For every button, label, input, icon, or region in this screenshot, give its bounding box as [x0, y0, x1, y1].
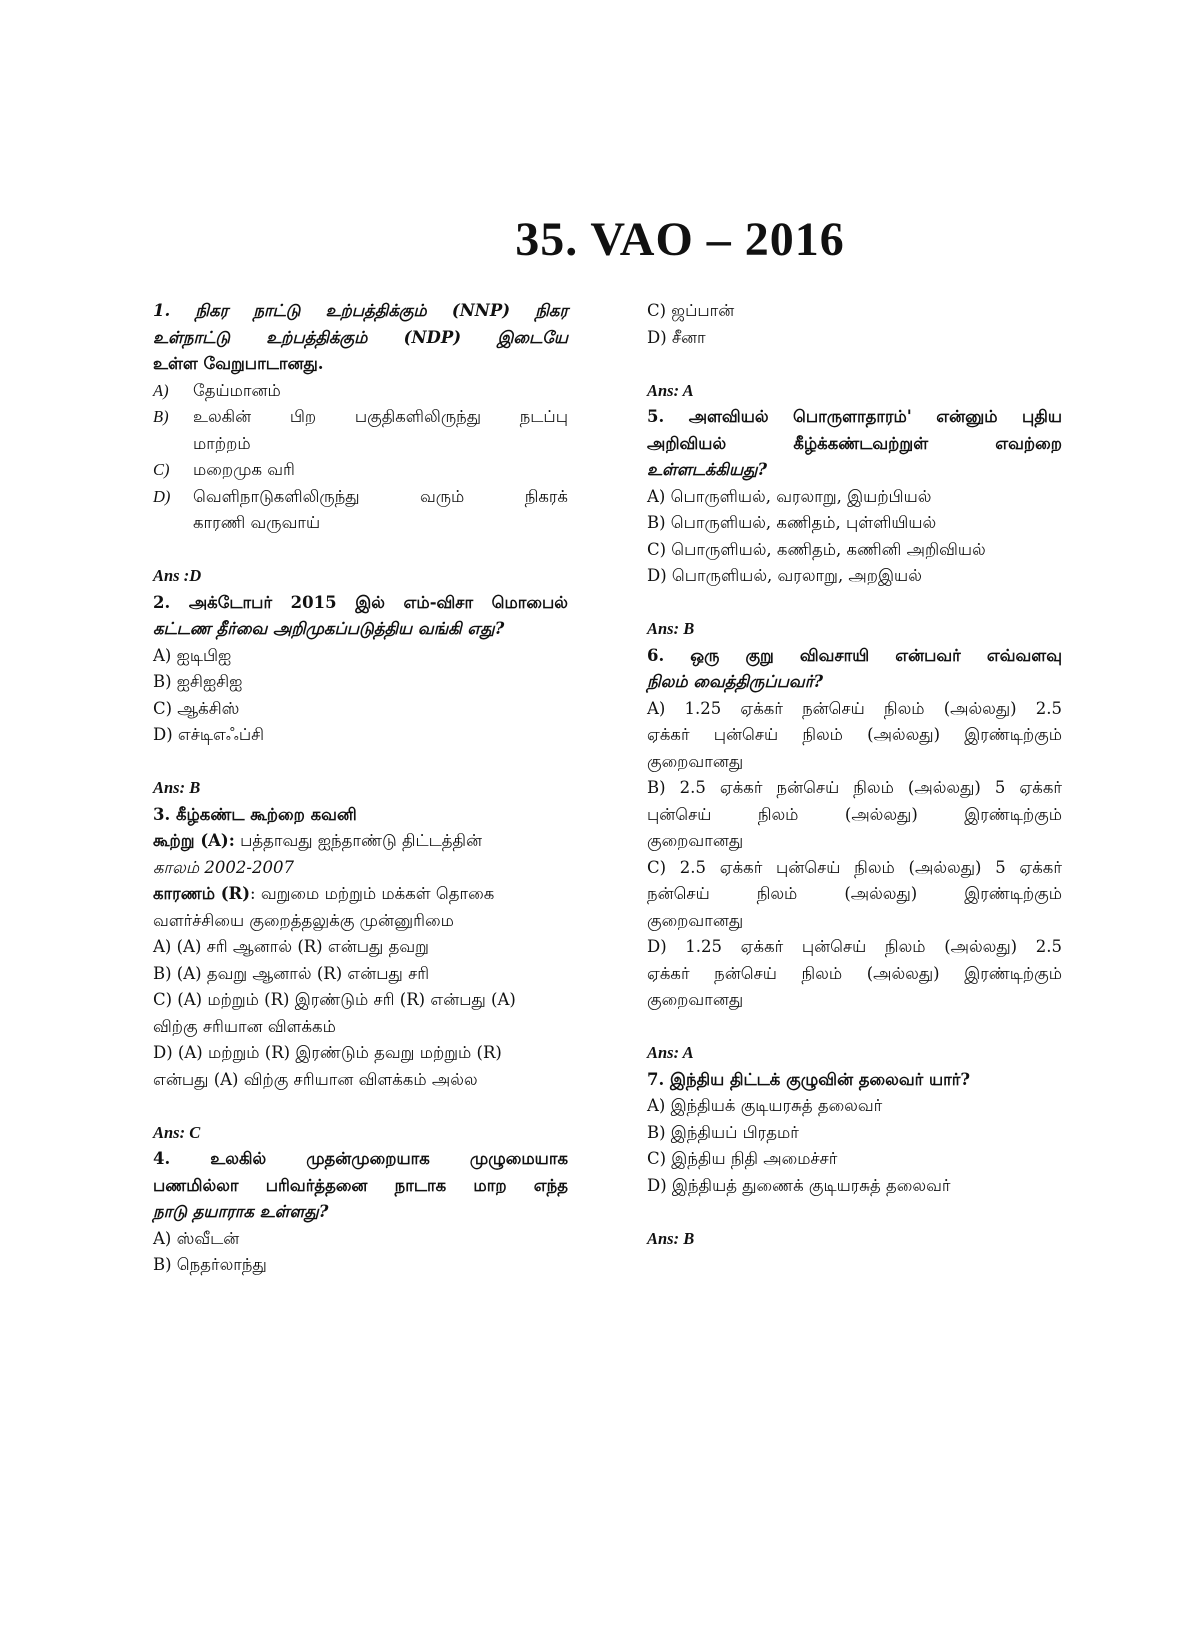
option-a: A) (A) சரி ஆனால் (R) என்பது தவறு — [153, 937, 429, 956]
answer: Ans: A — [647, 1043, 694, 1062]
option-a-cont: குறைவானது — [647, 751, 744, 771]
question-text: உள்நாட்டு உற்பத்திக்கும் (NDP) இடையே — [153, 327, 568, 347]
reason: காரணம் (R): வறுமை மற்றும் மக்கள் தொகை — [153, 884, 495, 903]
reason-cont: வளர்ச்சியை குறைத்தலுக்கு முன்னுரிமை — [153, 910, 454, 930]
option-d: D) வெளிநாடுகளிலிருந்து வரும் நிகரக் — [153, 486, 568, 506]
option-c-cont: குறைவானது — [647, 910, 744, 930]
question-text: பணமில்லா பரிவர்த்தனை நாடாக மாற எந்த — [153, 1175, 568, 1195]
option-d-cont: என்பது (A) விற்கு சரியான விளக்கம் அல்ல — [153, 1069, 478, 1089]
option-b: B) பொருளியல், கணிதம், புள்ளியியல் — [647, 513, 937, 532]
question-1 — [153, 298, 568, 590]
question-4 — [153, 1146, 568, 1279]
option-c: C) மறைமுக வரி — [153, 460, 295, 479]
option-b-cont: மாற்றம் — [193, 433, 251, 453]
option-b: B) நெதர்லாந்து — [153, 1255, 267, 1274]
option-b-cont: குறைவானது — [647, 831, 744, 850]
option-d: D) எச்டிஎஃப்சி — [153, 725, 265, 744]
question-5 — [647, 404, 1062, 643]
question-text: உள்ளடக்கியது? — [647, 460, 768, 479]
question-4-cont — [647, 298, 1062, 404]
question-text: நாடு தயாராக உள்ளது? — [153, 1202, 329, 1221]
option-c-cont: விற்கு சரியான விளக்கம் — [153, 1016, 336, 1036]
option-a: A) தேய்மானம் — [153, 380, 281, 400]
option-d: D) 1.25 ஏக்கர் புன்செய் நிலம் (அல்லது) 2.5 — [647, 937, 1062, 956]
answer: Ans: B — [153, 778, 201, 797]
option-c: C) ஜப்பான் — [647, 301, 735, 320]
option-a: A) இந்தியக் குடியரசுத் தலைவர் — [647, 1096, 883, 1115]
option-d: D) பொருளியல், வரலாறு, அறஇயல் — [647, 566, 922, 585]
question-6 — [647, 643, 1062, 1067]
question-text: 2. அக்டோபர் 2015 இல் எம்-விசா மொபைல் — [153, 592, 568, 612]
option-d: D) சீனா — [647, 327, 706, 347]
option-c: C) 2.5 ஏக்கர் புன்செய் நிலம் (அல்லது) 5 ஏக்கர் — [647, 857, 1062, 877]
option-b: B) ஐசிஐசிஐ — [153, 672, 243, 691]
option-a: A) ஐடிபிஐ — [153, 645, 232, 665]
option-d: D) இந்தியத் துணைக் குடியரசுத் தலைவர் — [647, 1175, 951, 1195]
option-b-cont: புன்செய் நிலம் (அல்லது) இரண்டிற்கும் — [647, 804, 1062, 824]
option-b: B) 2.5 ஏக்கர் நன்செய் நிலம் (அல்லது) 5 ஏக்கர் — [647, 778, 1062, 797]
question-text: அறிவியல் கீழ்க்கண்டவற்றுள் எவற்றை — [647, 433, 1062, 453]
question-text: 6. ஒரு குறு விவசாயி என்பவர் எவ்வளவு — [647, 645, 1062, 665]
question-text: 5. அளவியல் பொருளாதாரம்' என்னும் புதிய — [647, 407, 1062, 426]
right-column — [647, 298, 1062, 1252]
statement: கூற்று (A): பத்தாவது ஐந்தாண்டு திட்டத்தின் — [153, 831, 483, 850]
answer: Ans: B — [647, 619, 695, 638]
option-c: C) (A) மற்றும் (R) இரண்டும் சரி (R) என்பது (A) — [153, 990, 516, 1009]
question-text: 3. கீழ்கண்ட கூற்றை கவனி — [153, 804, 357, 824]
option-c-cont: நன்செய் நிலம் (அல்லது) இரண்டிற்கும் — [647, 884, 1062, 903]
answer: Ans :D — [153, 566, 202, 585]
option-a: A) 1.25 ஏக்கர் நன்செய் நிலம் (அல்லது) 2.5 — [647, 698, 1062, 718]
option-c: C) இந்திய நிதி அமைச்சர் — [647, 1149, 838, 1168]
question-text: 1. நிகர நாட்டு உற்பத்திக்கும் (NNP) நிகர — [153, 301, 568, 320]
question-text: உள்ள வேறுபாடானது. — [153, 354, 324, 373]
answer: Ans: B — [647, 1228, 695, 1248]
option-b: B) இந்தியப் பிரதமர் — [647, 1122, 799, 1142]
option-d-cont: காரணி வருவாய் — [193, 513, 321, 532]
option-d-cont: குறைவானது — [647, 990, 744, 1009]
answer: Ans: A — [647, 380, 694, 400]
left-column — [153, 298, 568, 1279]
option-c: C) ஆக்சிஸ் — [153, 698, 240, 718]
option-c: C) பொருளியல், கணிதம், கணினி அறிவியல் — [647, 539, 986, 559]
option-b: B) (A) தவறு ஆனால் (R) என்பது சரி — [153, 963, 430, 983]
option-b: B) உலகின் பிற பகுதிகளிலிருந்து நடப்பு — [153, 407, 568, 426]
statement-cont: காலம் 2002-2007 — [153, 857, 294, 877]
option-a: A) பொருளியல், வரலாறு, இயற்பியல் — [647, 486, 932, 506]
question-text: 7. இந்திய திட்டக் குழுவின் தலைவர் யார்? — [647, 1069, 971, 1089]
option-a: A) ஸ்வீடன் — [153, 1228, 240, 1248]
question-3 — [153, 802, 568, 1147]
page-title: 35. VAO – 2016 — [515, 213, 845, 266]
option-d: D) (A) மற்றும் (R) இரண்டும் தவறு மற்றும் (R) — [153, 1043, 502, 1062]
question-text: 4. உலகில் முதன்முறையாக முழுமையாக — [153, 1149, 568, 1168]
question-text: நிலம் வைத்திருப்பவர்? — [647, 672, 823, 691]
question-2 — [153, 590, 568, 802]
question-7 — [647, 1067, 1062, 1253]
answer: Ans: C — [153, 1122, 201, 1142]
option-a-cont: ஏக்கர் புன்செய் நிலம் (அல்லது) இரண்டிற்கும் — [647, 725, 1062, 744]
option-d-cont: ஏக்கர் நன்செய் நிலம் (அல்லது) இரண்டிற்கும் — [647, 963, 1062, 983]
question-text: கட்டண தீர்வை அறிமுகப்படுத்திய வங்கி எது? — [153, 619, 505, 638]
